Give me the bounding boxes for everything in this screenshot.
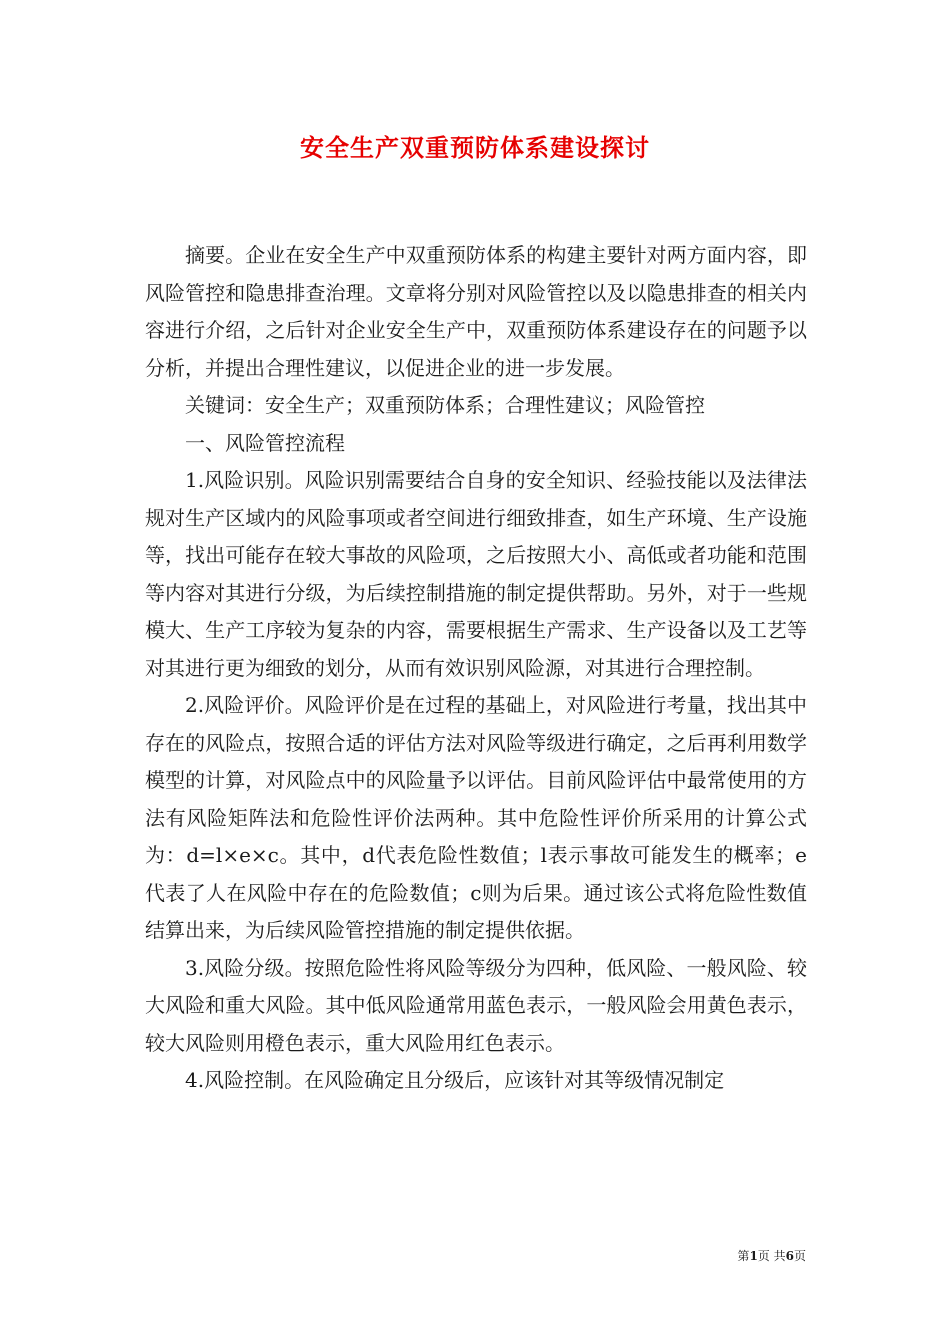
footer-total-pages: 6 (785, 1249, 794, 1263)
paragraph-risk-grading: 3.风险分级。按照危险性将风险等级分为四种，低风险、一般风险、较大风险和重大风险。其中低风险通常用蓝色表示，一般风险会用黄色表示，较大风险则用橙色表示，重大风险用红色表示。 (145, 955, 807, 1055)
footer-prefix: 第 (737, 1249, 750, 1263)
document-title: 安全生产双重预防体系建设探讨 (300, 133, 650, 162)
keywords-paragraph: 关键词：安全生产；双重预防体系；合理性建议；风险管控 (185, 393, 705, 417)
page-footer (706, 1248, 806, 1264)
paragraph-risk-control: 4.风险控制。在风险确定且分级后，应该针对其等级情况制定 (185, 1068, 725, 1092)
footer-suffix: 页 (793, 1249, 806, 1263)
section-heading: 一、风险管控流程 (185, 430, 345, 455)
paragraph-risk-evaluation: 2.风险评价。风险评价是在过程的基础上，对风险进行考量，找出其中存在的风险点，按照合适的评估方法对风险等级进行确定，之后再利用数学模型的计算，对风险点中的风险量予以评估。目前风险评估中最常使用的方法有风险矩阵法和危险性评价法两种。其中危险性评价所采用的计算公式为：d=l×e×c。其中，d代表危险性数值；l表示事故可能发生的概率；e代表了人在风险中存在的危险数值；c则为后果。通过该公式将危险性数值结算出来，为后续风险管控措施的制定提供依据。 (145, 693, 807, 942)
abstract-paragraph: 摘要。企业在安全生产中双重预防体系的构建主要针对两方面内容，即风险管控和隐患排查治理。文章将分别对风险管控以及以隐患排查的相关内容进行介绍，之后针对企业安全生产中，双重预防体系建设存在的问题予以分析，并提出合理性建议，以促进企业的进一步发展。 (145, 243, 807, 380)
document-body (145, 237, 807, 1100)
paragraph-risk-identification: 1.风险识别。风险识别需要结合自身的安全知识、经验技能以及法律法规对生产区域内的风险事项或者空间进行细致排查，如生产环境、生产设施等，找出可能存在较大事故的风险项，之后按照大小、高低或者功能和范围等内容对其进行分级，为后续控制措施的制定提供帮助。另外，对于一些规模大、生产工序较为复杂的内容，需要根据生产需求、生产设备以及工艺等对其进行更为细致的划分，从而有效识别风险源，对其进行合理控制。 (145, 468, 807, 680)
footer-middle: 页 共 (757, 1249, 786, 1263)
footer-current-page: 1 (749, 1249, 758, 1263)
